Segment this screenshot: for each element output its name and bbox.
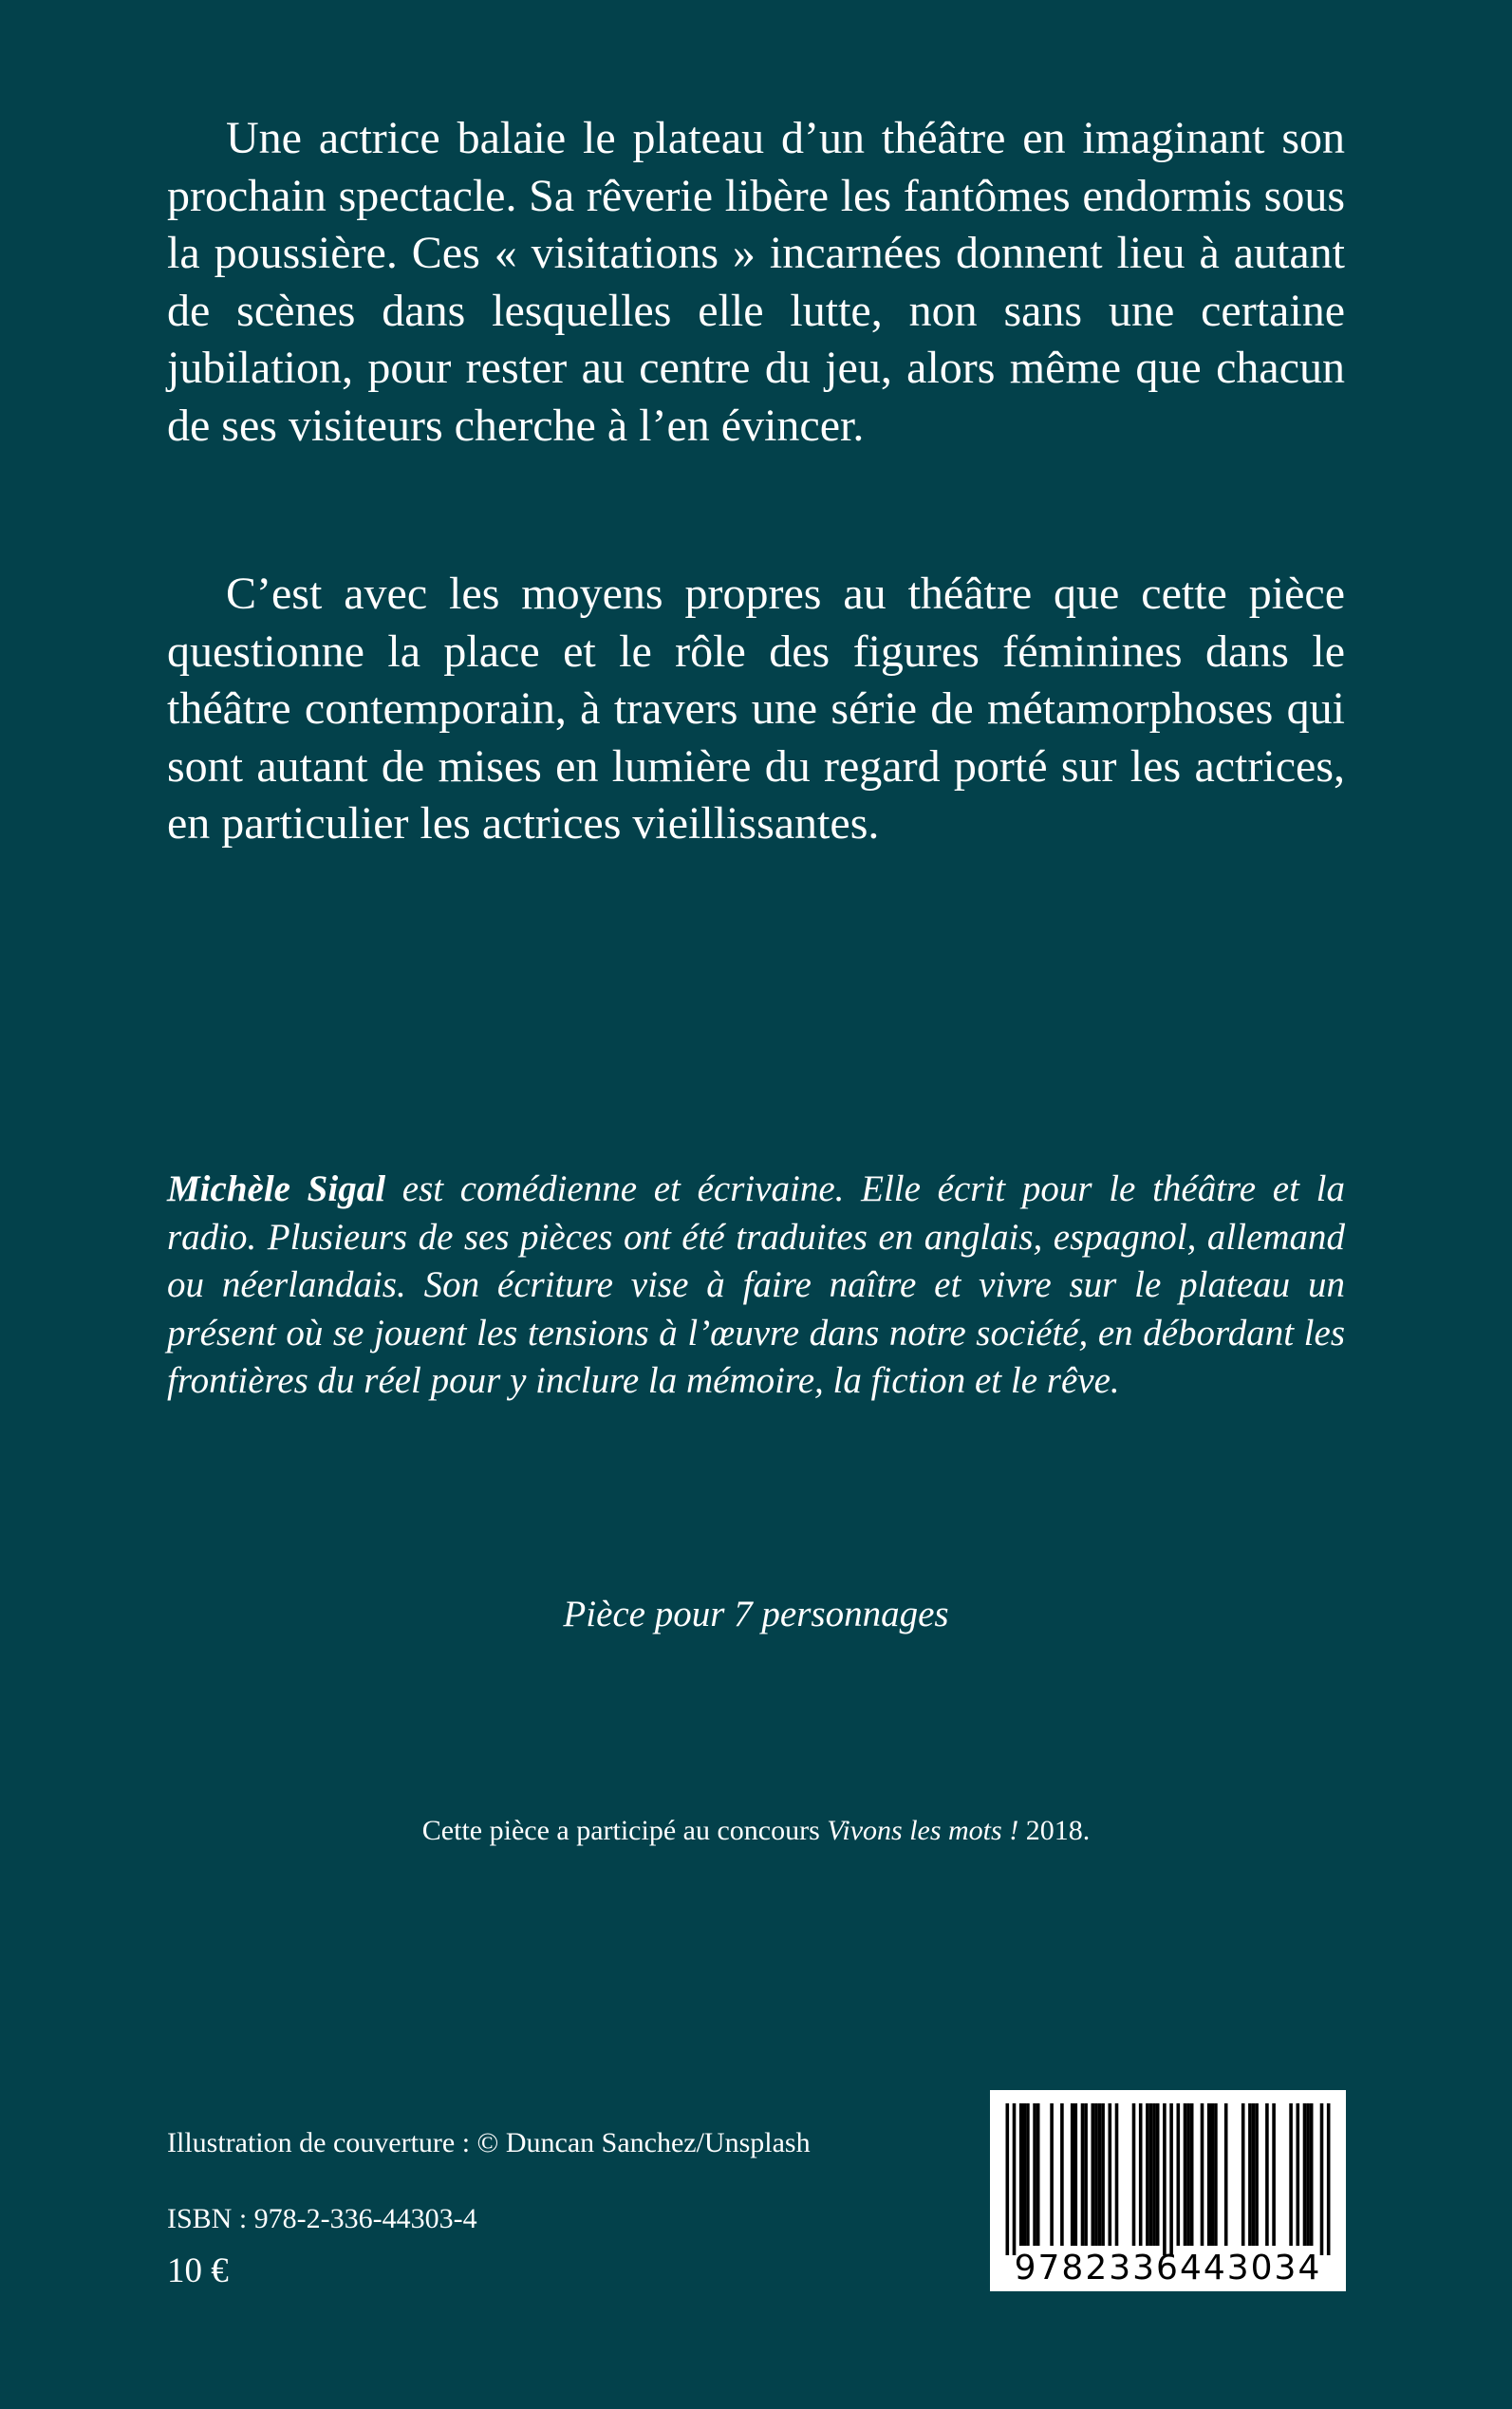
barcode-bar [1303,2103,1307,2246]
barcode-bar [1115,2103,1119,2246]
barcode-bar [1098,2103,1102,2246]
barcode-bar [1169,2103,1173,2255]
barcode-bar [1320,2103,1324,2255]
barcode-bar [1265,2103,1269,2246]
barcode-bar [1060,2103,1064,2246]
author-bio-text: est comédienne et écrivaine. Elle écrit pour le théâtre et la radio. Plusieurs de ses pièces ont été traduites en anglais, espagnol, allemand ou néerlandais. Son écriture vise à faire naître et vivre sur le plateau un présent où se jouent les tensions à l’œuvre dans notre société, en débordant les frontières du réel pour y inclure la mémoire, la fiction et le rêve. [167,1168,1345,1401]
contest-suffix: 2018. [1018,1815,1091,1846]
author-name: Michèle Sigal [167,1168,386,1209]
barcode-bar [1177,2103,1181,2246]
characters-note: Pièce pour 7 personnages [563,1594,949,1634]
barcode-bar [1224,2103,1228,2246]
barcode-bar [1036,2103,1040,2246]
barcode-bar [1327,2103,1331,2255]
barcode-bar [1074,2103,1078,2246]
barcode-bar [1184,2103,1187,2246]
barcode-bar [1255,2103,1259,2246]
summary-text-2: C’est avec les moyens propres au théâtre que cette pièce questionne la place et le rôle des figures féminines dans le théâtre contemporain, à travers une série de métamorphoses qui sont autant de mises en lumière du regard porté sur les actrices, en particulier les actrices vieillissantes. [167,569,1345,849]
summary-paragraph-1 [167,110,1345,455]
barcode-bar [1163,2103,1167,2255]
isbn: ISBN : 978-2-336-44303-4 [167,2203,477,2234]
contest-note [0,1815,1512,1847]
barcode-bar [1023,2103,1027,2246]
barcode-bar [1019,2103,1023,2246]
author-bio [167,1166,1345,1406]
barcode-bar [1094,2103,1098,2246]
barcode-digits: 9782336443034 [1014,2249,1322,2288]
barcode-bar [1289,2103,1293,2246]
barcode-bar [1132,2103,1136,2246]
barcode-bar [1092,2103,1095,2246]
summary-text-1: Une actrice balaie le plateau d’un théâtre en imaginant son prochain spectacle. Sa rêverie libère les fantômes endormis sous la poussière. Ces « visitations » incarnées donnent lieu à autant de scènes dans lesquelles elle lutte, non sans une certaine jubilation, pour rester au centre du jeu, alors même que chacun de ses visiteurs cherche à l’en évincer. [167,113,1345,451]
barcode-bar [1033,2103,1036,2246]
barcode-bar [1214,2103,1218,2246]
price: 10 € [167,2251,229,2290]
barcode-bar [1050,2103,1054,2246]
barcode-bar [1207,2103,1211,2246]
barcode-bar [1006,2103,1010,2255]
cover-credits: Illustration de couverture : © Duncan Sanchez/Unsplash [167,2127,811,2158]
barcode-bar [1297,2103,1300,2246]
barcode-bar [1026,2103,1030,2246]
barcode-bar [1201,2103,1204,2246]
barcode [990,2090,1346,2291]
barcode-bar [1101,2103,1105,2246]
barcode-bar [1310,2103,1314,2246]
barcode-bar [1139,2103,1143,2246]
barcode-bar [1109,2103,1112,2246]
barcode-bar [1149,2103,1153,2246]
barcode-bar [1211,2103,1215,2246]
barcode-bar [1146,2103,1149,2246]
barcode-bar [1152,2103,1156,2246]
barcode-bar [1186,2103,1190,2246]
barcode-bar [1306,2103,1310,2246]
barcode-bar [1071,2103,1074,2246]
summary-paragraph-2 [167,566,1345,853]
barcode-bar [1156,2103,1160,2246]
barcode-bar [1081,2103,1085,2246]
contest-name: Vivons les mots ! [827,1815,1019,1846]
barcode-bar [1190,2103,1194,2246]
barcode-bar [1252,2103,1256,2246]
barcode-bar [1241,2103,1245,2246]
barcode-bar [1013,2103,1017,2255]
barcode-bar [1084,2103,1088,2246]
barcode-bar [1248,2103,1252,2246]
contest-prefix: Cette pièce a participé au concours [421,1815,828,1846]
barcode-bar [1272,2103,1276,2246]
